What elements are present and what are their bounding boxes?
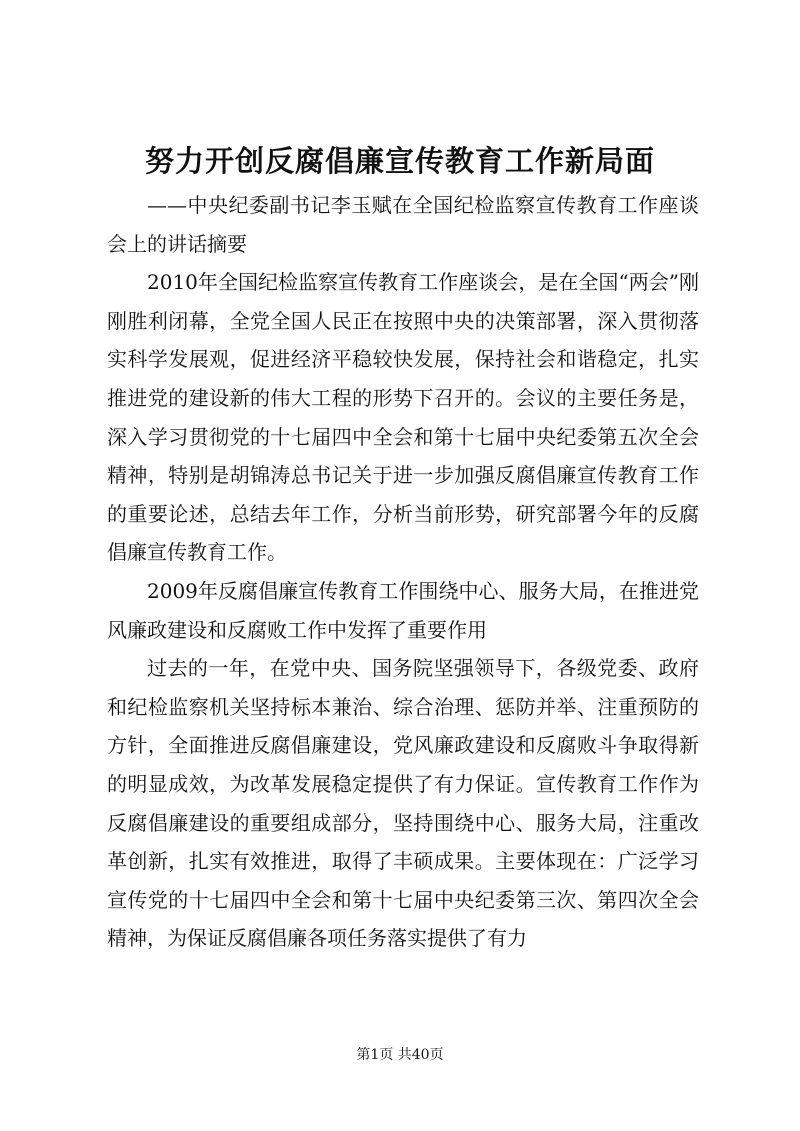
- document-title: 努力开创反腐倡廉宣传教育工作新局面: [144, 144, 655, 178]
- subtitle-paragraph: ——中央纪委副书记李玉赋在全国纪检监察宣传教育工作座谈会上的讲话摘要: [107, 193, 699, 256]
- body-paragraph: 2010年全国纪检监察宣传教育工作座谈会，是在全国“两会”刚刚胜利闭幕，全党全国人民正在按照中央的决策部署，深入贯彻落实科学发展观，促进经济平稳较快发展，保持社会和谐稳定，扎实推进党的建设新的伟大工程的形势下召开的。会议的主要任务是，深入学习贯彻党的十七届四中全会和第十七届中央纪委第五次全会精神，特别是胡锦涛总书记关于进一步加强反腐倡廉宣传教育工作的重要论述，总结去年工作，分析当前形势，研究部署今年的反腐倡廉宣传教育工作。: [107, 270, 699, 565]
- body-paragraph: 2009年反腐倡廉宣传教育工作围绕中心、服务大局，在推进党风廉政建设和反腐败工作中发挥了重要作用: [107, 578, 699, 642]
- body-paragraph: 过去的一年，在党中央、国务院坚强领导下，各级党委、政府和纪检监察机关坚持标本兼治、综合治理、惩防并举、注重预防的方针，全面推进反腐倡廉建设，党风廉政建设和反腐败斗争取得新的明显成效，为改革发展稳定提供了有力保证。宣传教育工作作为反腐倡廉建设的重要组成部分，坚持围绕中心、服务大局，注重改革创新，扎实有效推进，取得了丰硕成果。主要体现在：广泛学习宣传党的十七届四中全会和第十七届中央纪委第三次、第四次全会精神，为保证反腐倡廉各项任务落实提供了有力: [107, 656, 699, 951]
- document-body: [107, 186, 699, 958]
- page-number-footer: 第1页 共40页: [356, 1047, 444, 1063]
